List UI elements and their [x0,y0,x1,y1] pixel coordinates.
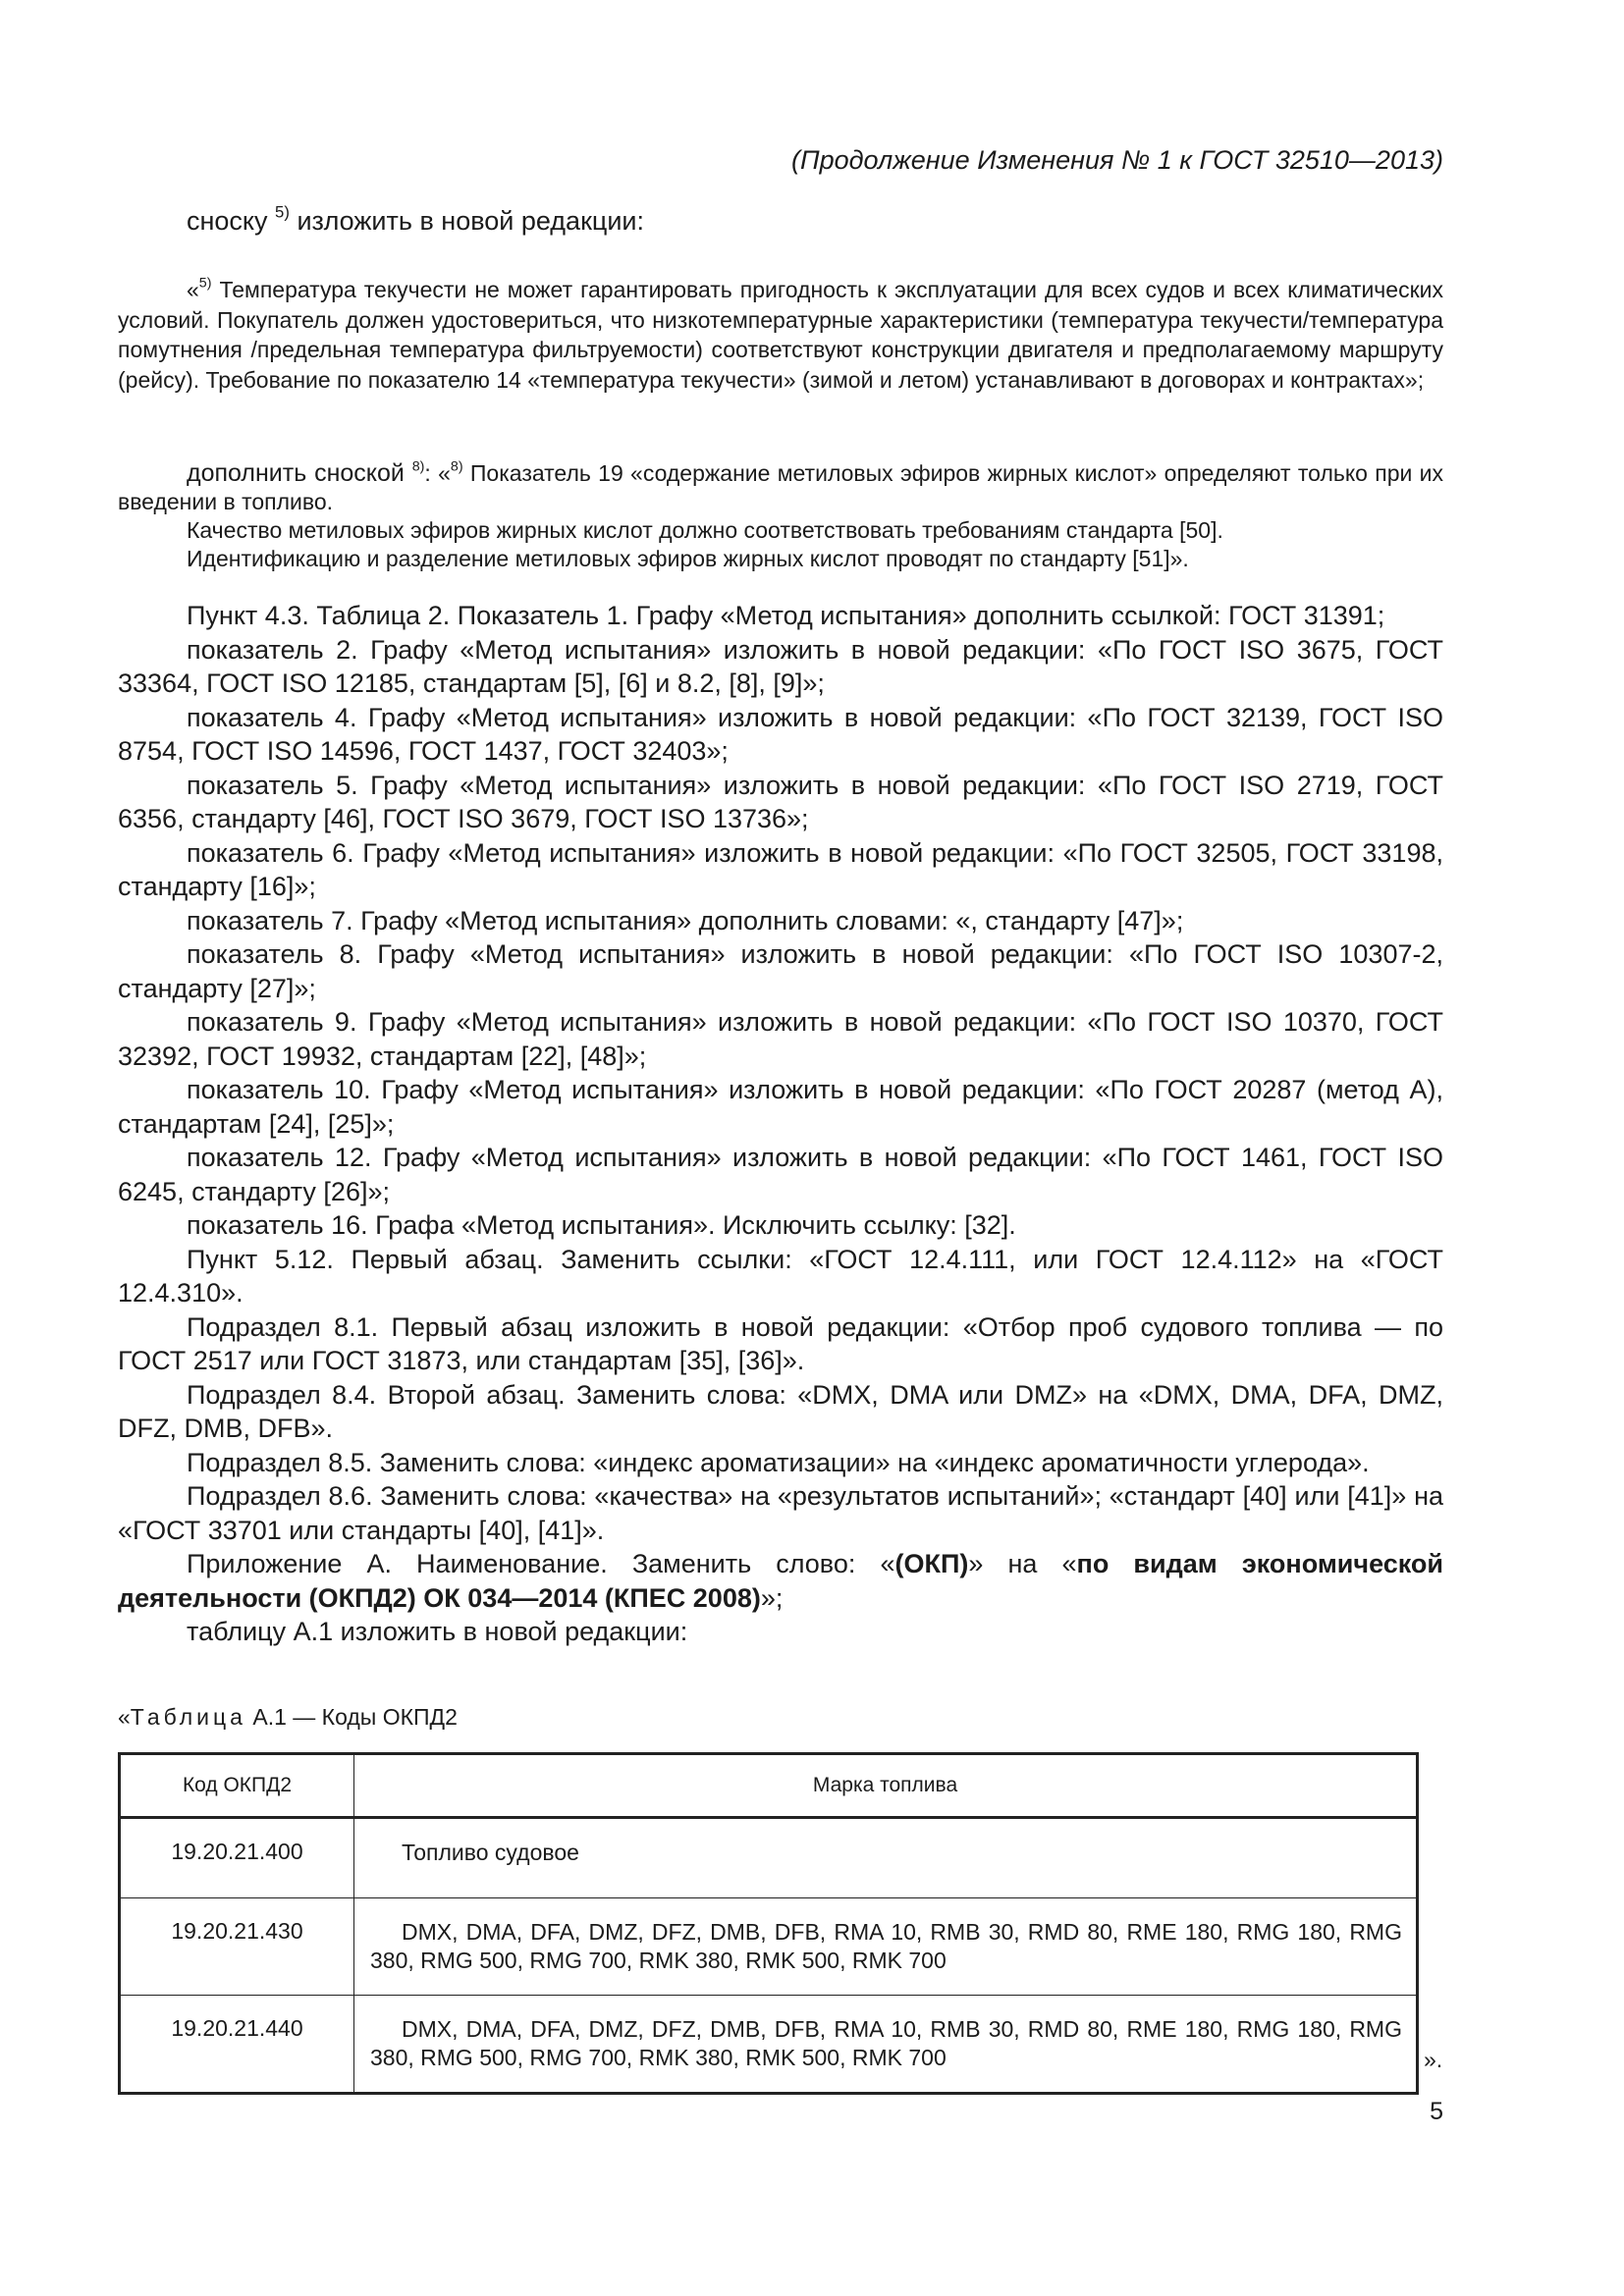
cell-code: 19.20.21.400 [120,1818,354,1898]
cell-mark: DMX, DMA, DFA, DMZ, DFZ, DMB, DFB, RMA 10, RMB 30, RMD 80, RME 180, RMG 180, RMG 380, RMG 500, RMG 700, RMK 380, RMK 500, RMK 700 [354,1898,1418,1996]
paragraph: показатель 4. Графу «Метод испытания» изложить в новой редакции: «По ГОСТ 32139, ГОСТ ISO 8754, ГОСТ ISO 14596, ГОСТ 1437, ГОСТ 32403»; [118,702,1443,766]
paragraph: показатель 2. Графу «Метод испытания» изложить в новой редакции: «По ГОСТ ISO 3675, ГОСТ 33364, ГОСТ ISO 12185, стандартам [5], [6] и 8.2, [8], [9]»; [118,634,1443,698]
paragraph: Подраздел 8.6. Заменить слова: «качества» на «результатов испытаний»; «стандарт [40] или [41]» на «ГОСТ 33701 или стандарты [40], [41]». [118,1481,1443,1545]
paragraph: Подраздел 8.1. Первый абзац изложить в новой редакции: «Отбор проб судового топлива — по ГОСТ 2517 или ГОСТ 31873, или стандартам [35], [36]». [118,1311,1443,1375]
footnote-5-text: «$^{5)}$ Температура текучести не может гарантировать пригодность к эксплуатации для всех судов и всех климатических условий. Покупатель должен удостовериться, что низкотемпературные характеристики (температура текучести/температура помутнения /предельная температура фильтруемости) соответствуют конструкции двигателя и предполагаемому маршруту (рейсу). Требование по показателю 14 «температура текучести» (зимой и летом) устанавливают в договорах и контрактах»; [118,275,1443,393]
table-header-row [120,1754,1418,1818]
annex-paragraph: Приложение А. Наименование. Заменить слово: «(ОКП)» на «по видам экономической деятельности (ОКПД2) ОК 034—2014 (КПЕС 2008)»; [118,1549,1444,1613]
cell-mark: Топливо судовое [354,1818,1418,1898]
paragraph: показатель 10. Графу «Метод испытания» изложить в новой редакции: «По ГОСТ 20287 (метод А), стандартам [24], [25]»; [118,1075,1443,1139]
table-row [120,1996,1418,2094]
paragraph: показатель 9. Графу «Метод испытания» изложить в новой редакции: «По ГОСТ ISO 10370, ГОСТ 32392, ГОСТ 19932, стандартам [22], [48]»; [118,1007,1443,1071]
okpd2-table [118,1752,1419,2095]
amendments-body [118,599,1443,1649]
paragraph: показатель 6. Графу «Метод испытания» изложить в новой редакции: «По ГОСТ 32505, ГОСТ 33198, стандарту [16]»; [118,837,1443,901]
paragraph: Пункт 5.12. Первый абзац. Заменить ссылки: «ГОСТ 12.4.111, или ГОСТ 12.4.112» на «ГОСТ 12.4.310». [118,1244,1443,1308]
page-number: 5 [1430,2098,1443,2125]
paragraph: Подраздел 8.5. Заменить слова: «индекс ароматизации» на «индекс ароматичности углерода». [187,1447,1370,1477]
annex-table-intro: таблицу А.1 изложить в новой редакции: [187,1617,688,1646]
column-header-mark: Марка топлива [354,1754,1418,1818]
paragraph: показатель 7. Графу «Метод испытания» дополнить словами: «, стандарту [47]»; [187,905,1184,935]
paragraph: показатель 12. Графу «Метод испытания» изложить в новой редакции: «По ГОСТ 1461, ГОСТ ISO 6245, стандарту [26]»; [118,1143,1443,1206]
running-header: (Продолжение Изменения № 1 к ГОСТ 32510—2013) [791,145,1443,175]
paragraph: Подраздел 8.4. Второй абзац. Заменить слова: «DMX, DMA или DMZ» на «DMX, DMA, DFA, DMZ, DFZ, DMB, DFB». [118,1379,1443,1443]
intro-line: сноску $^{5)}$ изложить в новой редакции: [187,202,645,236]
cell-mark: DMX, DMA, DFA, DMZ, DFZ, DMB, DFB, RMA 10, RMB 30, RMD 80, RME 180, RMG 180, RMG 380, RMG 500, RMG 700, RMK 380, RMK 500, RMK 700 [354,1996,1418,2094]
paragraph: Пункт 4.3. Таблица 2. Показатель 1. Графу «Метод испытания» дополнить ссылкой: ГОСТ 31391; [187,601,1385,630]
cell-code: 19.20.21.430 [120,1898,354,1996]
paragraph: показатель 16. Графа «Метод испытания». Исключить ссылку: [32]. [187,1210,1016,1240]
table-row [120,1898,1418,1996]
footnote-8-block: дополнить сноской $^{8)}$: «$^{8)}$ Показатель 19 «содержание метиловых эфиров жирных кислот» определяют только при их введении в топливо. Качество метиловых эфиров жирных кислот должно соответствовать требованиям стандарта [50]. Идентификацию и разделение метиловых эфиров жирных кислот проводят по стандарту [51]». [118,458,1444,571]
cell-code: 19.20.21.440 [120,1996,354,2094]
table-row [120,1818,1418,1898]
table-closing-quote: ». [1424,2047,1443,2072]
table-title: «Таблица А.1 — Коды ОКПД2 [118,1704,458,1730]
paragraph: показатель 5. Графу «Метод испытания» изложить в новой редакции: «По ГОСТ ISO 2719, ГОСТ 6356, стандарту [46], ГОСТ ISO 3679, ГОСТ ISO 13736»; [118,770,1443,833]
column-header-code: Код ОКПД2 [120,1754,354,1818]
paragraph: показатель 8. Графу «Метод испытания» изложить в новой редакции: «По ГОСТ ISO 10307-2, стандарту [27]»; [118,939,1443,1003]
